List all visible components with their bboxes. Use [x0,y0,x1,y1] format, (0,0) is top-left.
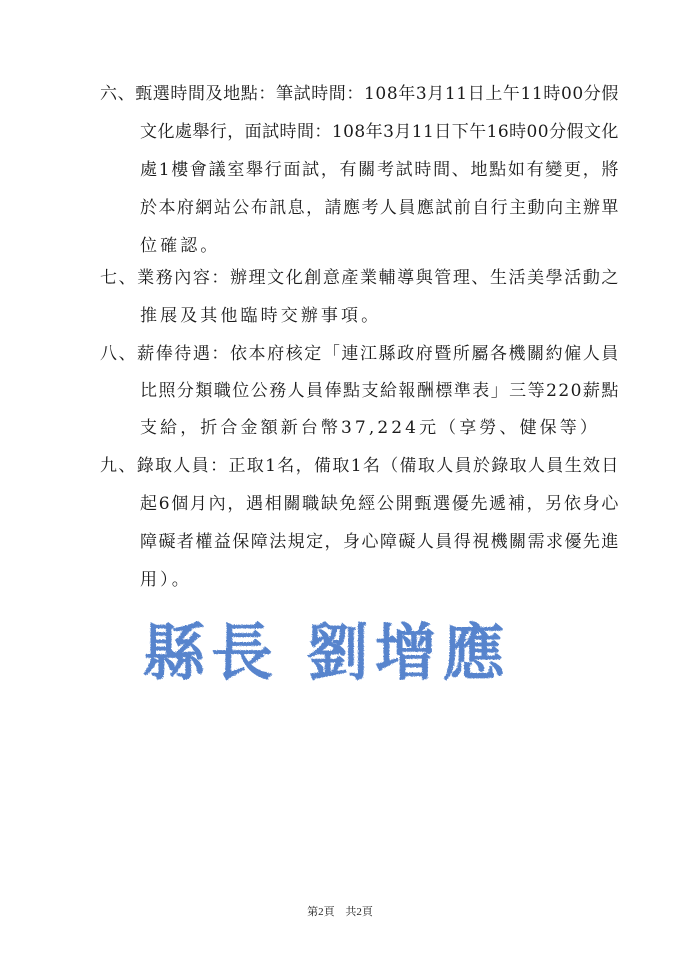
line-text: 位確認。 [140,236,221,256]
text-line [100,120,620,144]
text-line [100,158,620,182]
text-line [100,196,620,220]
section-six-exam-time-location [100,82,620,272]
signature-image [143,612,511,692]
text-line [100,379,620,403]
line-text: 推展及其他臨時交辦事項。 [140,306,382,326]
line-text: 支給，折合金額新台幣37,224元（享勞、健保等） [140,418,600,438]
text-line [100,568,620,592]
line-text: 比照分類職位公務人員俸點支給報酬標準表」三等220薪點 [140,381,620,401]
text-line [100,82,620,106]
line-text: 起6個月內，遇相關職缺免經公開甄選優先遞補，另依身心 [140,494,621,514]
line-text: 六、甄選時間及地點：筆試時間：108年3月11日上午11時00分假 [100,84,619,104]
line-text: 用）。 [140,570,192,590]
page-number: 第2頁 [307,906,335,918]
text-line [100,266,620,290]
line-text: 文化處舉行，面試時間：108年3月11日下午16時00分假文化 [140,122,619,142]
text-line [100,234,620,258]
page-total: 共2頁 [345,906,373,918]
text-line [100,416,620,440]
line-text: 九、錄取人員：正取1名，備取1名（備取人員於錄取人員生效日 [100,456,620,476]
section-nine-hiring [100,454,620,606]
section-seven-job-duties [100,266,620,342]
line-text: 障礙者權益保障法規定，身心障礙人員得視機關需求優先進 [140,532,620,552]
line-text: 八、薪俸待遇：依本府核定「連江縣政府暨所屬各機關約僱人員 [100,344,620,364]
text-line [100,530,620,554]
line-text: 於本府網站公布訊息，請應考人員應試前自行主動向主辦單 [140,198,620,218]
text-line [100,304,620,328]
section-eight-salary [100,342,620,453]
text-line [100,342,620,366]
signature-text: 縣長 劉增應 [143,616,511,689]
magistrate-signature-stamp [143,612,511,692]
line-text: 處1樓會議室舉行面試，有關考試時間、地點如有變更，將 [140,160,621,180]
text-line [100,492,620,516]
text-line [100,454,620,478]
page-footer [0,903,680,919]
line-text: 七、業務內容：辦理文化創意產業輔導與管理、生活美學活動之 [100,268,620,288]
